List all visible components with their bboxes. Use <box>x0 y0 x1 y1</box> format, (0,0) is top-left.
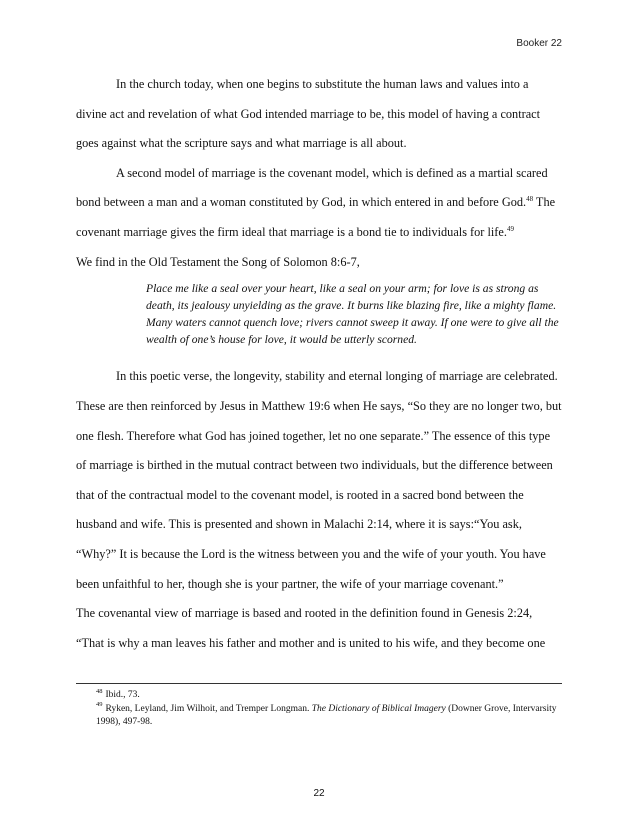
footnote-text-end: (Downer Grove, Intervarsity 1998), 497-98. <box>96 703 557 727</box>
paragraph-5: The covenantal view of marriage is based and rooted in the definition found in Genesis 2:24, “That is why a man leaves his father and mother and is united to his wife, and they become one <box>76 606 546 650</box>
paragraph-3: We find in the Old Testament the Song of Solomon 8:6-7, <box>76 254 360 269</box>
page-number: 22 <box>313 788 325 799</box>
footnote-ref-48[interactable]: 48 <box>526 195 534 204</box>
block-quote <box>146 281 566 348</box>
quote-verse-1: Place me like a seal over your heart, like a seal on your arm; for love is as strong as death, its jealousy unyielding as the grave. It burns like blazing fire, like a mighty flame. <box>146 282 557 312</box>
footnote-48 <box>96 689 562 703</box>
paragraph-2-part-b: The covenant marriage gives the firm ideal that marriage is a bond tie to individuals for life. <box>76 195 556 239</box>
footnote-text: Ryken, Leyland, Jim Wilhoit, and Tremper Longman. <box>105 703 312 714</box>
quote-verse-2: Many waters cannot quench love; rivers cannot sweep it away. If one were to give all the wealth of one’s house for love, it would be utterly scorned. <box>146 315 559 346</box>
footnote-49 <box>96 703 562 730</box>
footnote-number: 48 <box>96 687 103 695</box>
footnote-text: Ibid., 73. <box>105 690 140 700</box>
running-header: Booker 22 <box>516 38 562 49</box>
paragraph-4: In this poetic verse, the longevity, stability and eternal longing of marriage are celebrated. These are then reinforced by Jesus in Matthew 19:6 when He says, “So they are no longer two, but one flesh. Therefore what God has joined together, let no one separate.” The essence of this type of marriage is birthed in the mutual contract between two individuals, but the difference between that of the contractual model to the covenant model, is rooted in a sacred bond between the husband and wife. This is presented and shown in Malachi 2:14, where it is says:“You ask, “Why?” It is because the Lord is the witness between you and the wife of your youth. You have been unfaithful to her, though she is your partner, the wife of your marriage covenant.” <box>76 369 562 591</box>
paragraph-2-part-a: A second model of marriage is the covenant model, which is defined as a martial scared bond between a man and a woman constituted by God, in which entered in and before God. <box>76 165 548 210</box>
footnote-ref-49[interactable]: 49 <box>506 224 514 233</box>
paragraph-1: In the church today, when one begins to substitute the human laws and values into a divine act and revelation of what God intended marriage to be, this model of having a contract goes against what the scripture says and what marriage is all about. <box>76 77 541 151</box>
footnote-number: 49 <box>96 701 103 709</box>
footnotes <box>76 683 562 730</box>
paragraph-2 <box>76 159 562 248</box>
footnote-book-title: The Dictionary of Biblical Imagery <box>311 703 446 714</box>
body-text <box>76 70 562 658</box>
